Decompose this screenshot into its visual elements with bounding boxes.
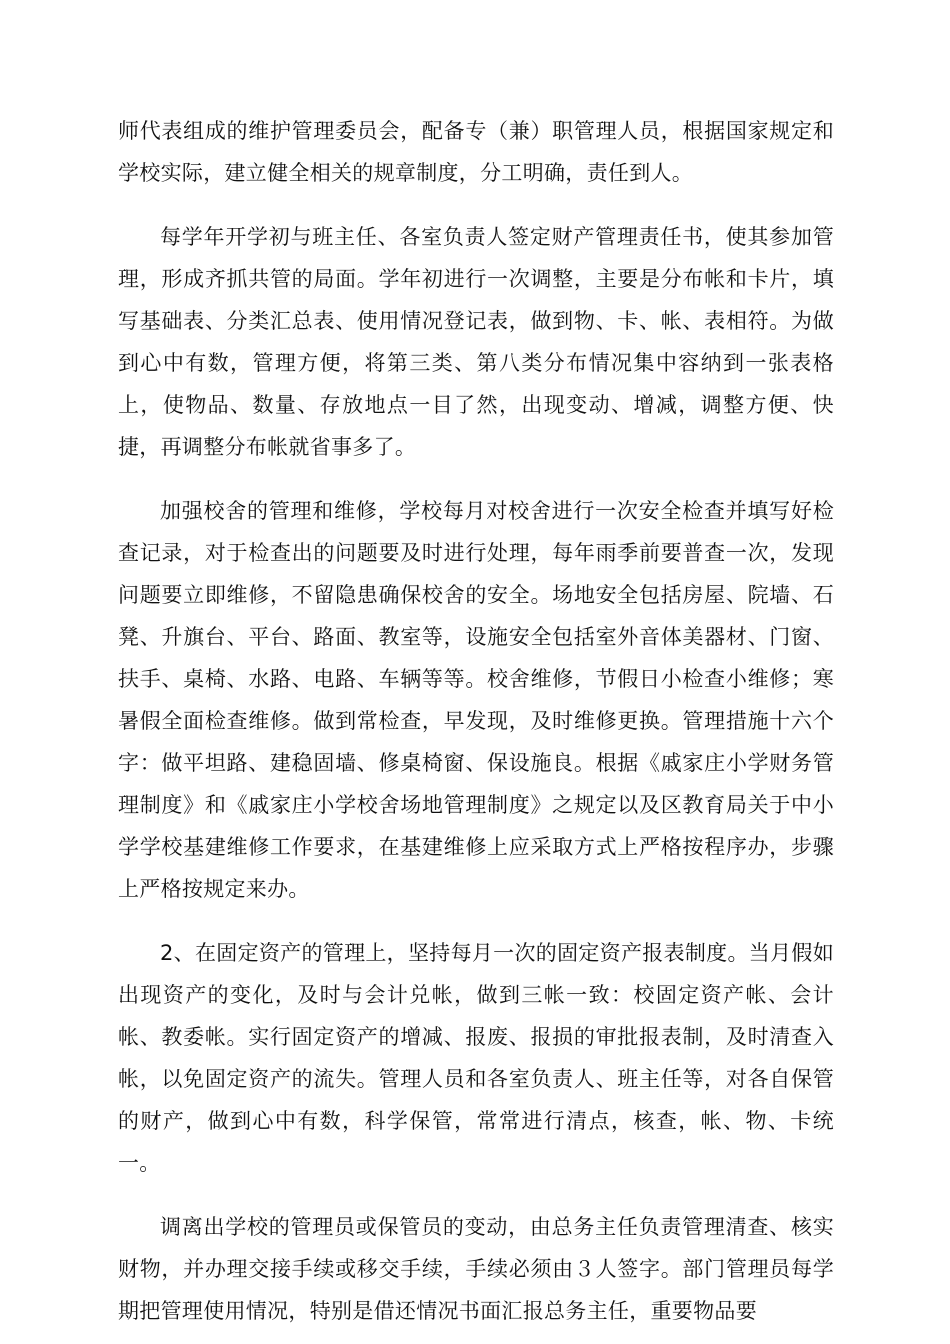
- paragraph-school-building-maintenance: 加强校舍的管理和维修，学校每月对校舍进行一次安全检查并填写好检查记录，对于检查出的问题要及时进行处理，每年雨季前要普查一次，发现问题要立即维修，不留隐患确保校舍的安全。场地安全包括房屋、院墙、石凳、升旗台、平台、路面、教室等，设施安全包括室外音体美器材、门窗、扶手、桌椅、水路、电路、车辆等等。校舍维修，节假日小检查小维修；寒暑假全面检查维修。做到常检查，早发现，及时维修更换。管理措施十六个字：做平坦路、建稳固墙、修桌椅窗、保设施良。根据《戚家庄小学财务管理制度》和《戚家庄小学校舍场地管理制度》之规定以及区教育局关于中小学学校基建维修工作要求，在基建维修上应采取方式上严格按程序办，步骤上严格按规定来办。: [118, 499, 834, 901]
- document-body: [118, 110, 834, 1332]
- paragraph-staff-transfer: 调离出学校的管理员或保管员的变动，由总务主任负责管理清查、核实财物，并办理交接手续或移交手续，手续必须由３人签字。部门管理员每学期把管理使用情况，特别是借还情况书面汇报总务主任，重要物品要: [118, 1215, 834, 1323]
- paragraph-continued: 师代表组成的维护管理委员会，配备专（兼）职管理人员，根据国家规定和学校实际，建立健全相关的规章制度，分工明确，责任到人。: [118, 119, 834, 185]
- paragraph-fixed-assets: 2、在固定资产的管理上，坚持每月一次的固定资产报表制度。当月假如出现资产的变化，及时与会计兑帐，做到三帐一致：校固定资产帐、会计帐、教委帐。实行固定资产的增减、报废、报损的审批报表制，及时清查入帐，以免固定资产的流失。管理人员和各室负责人、班主任等，对各自保管的财产，做到心中有数，科学保管，常常进行清点，核查，帐、物、卡统一。: [118, 941, 834, 1175]
- paragraph-responsibility: 每学年开学初与班主任、各室负责人签定财产管理责任书，使其参加管理，形成齐抓共管的局面。学年初进行一次调整，主要是分布帐和卡片，填写基础表、分类汇总表、使用情况登记表，做到物、卡、帐、表相符。为做到心中有数，管理方便，将第三类、第八类分布情况集中容纳到一张表格上，使物品、数量、存放地点一目了然，出现变动、增减，调整方便、快捷，再调整分布帐就省事多了。: [118, 225, 834, 459]
